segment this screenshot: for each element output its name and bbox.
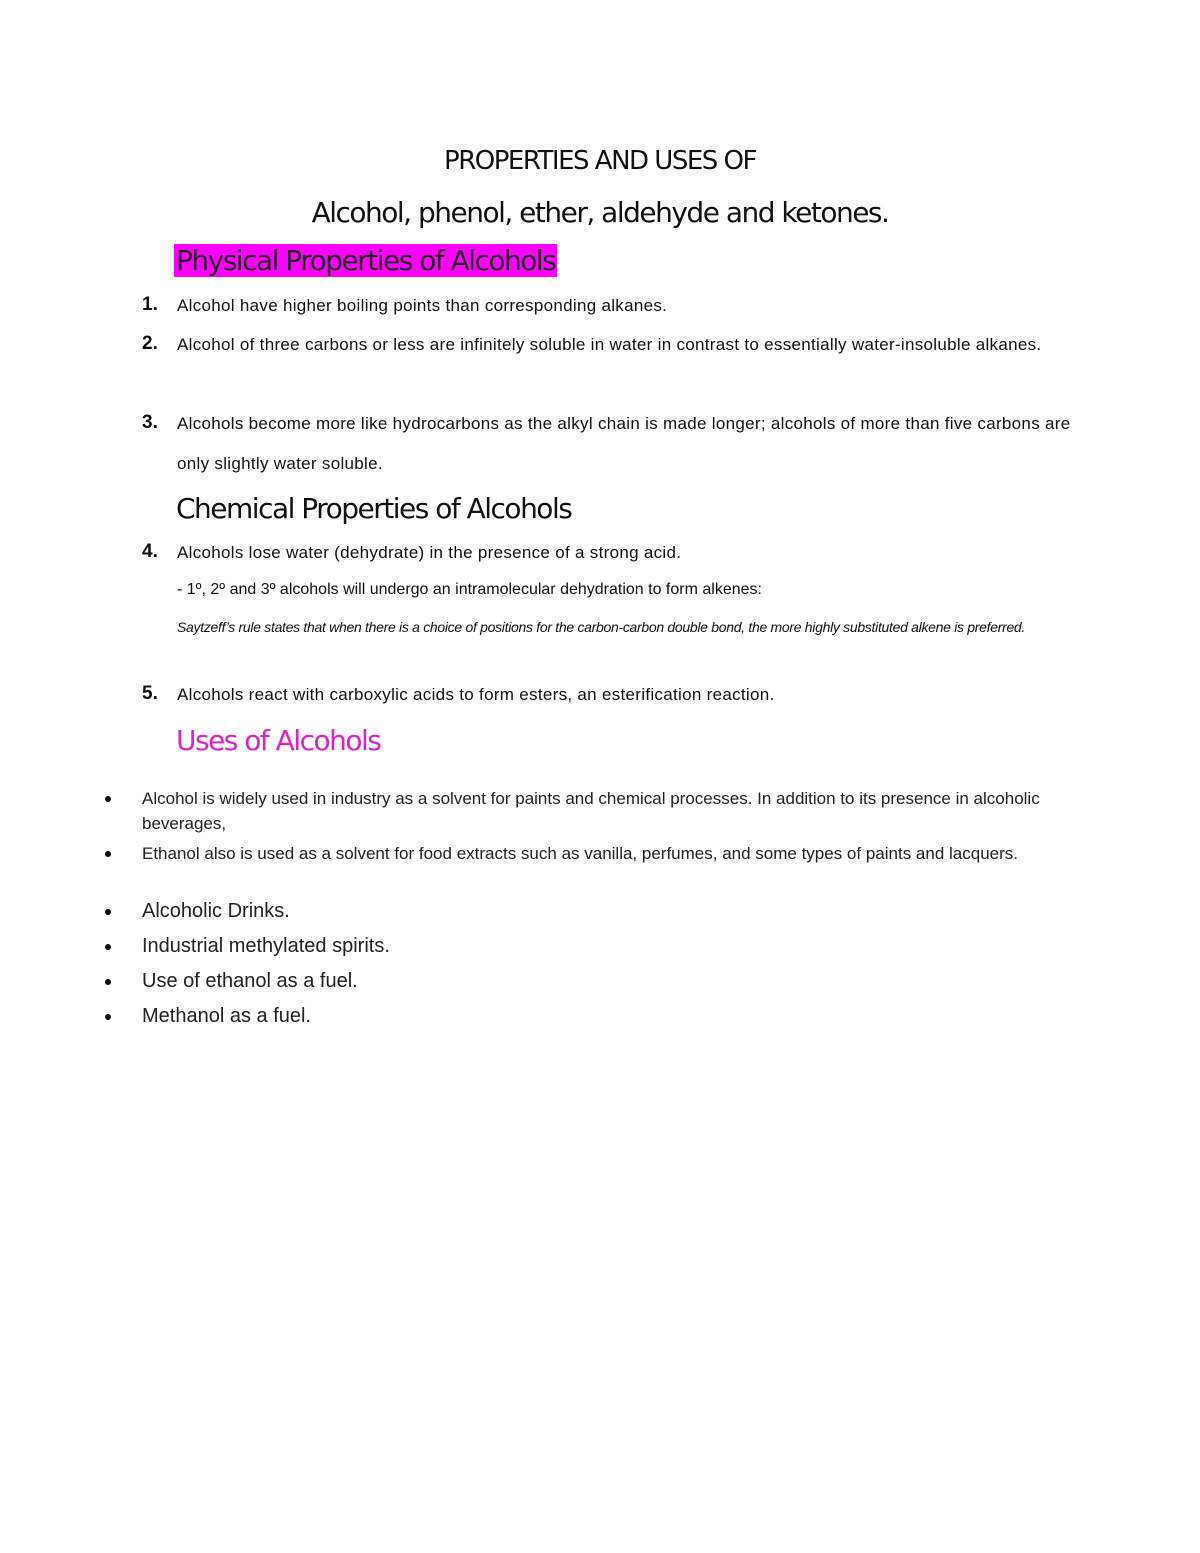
bullet-icon <box>105 944 111 950</box>
chemical-properties-heading: Chemical Properties of Alcohols <box>176 492 572 525</box>
dehydration-note: - 1º, 2º and 3º alcohols will undergo an intramolecular dehydration to form alkenes: <box>177 581 762 598</box>
document-title: PROPERTIES AND USES OF <box>444 146 756 176</box>
bullet-text: Alcoholic Drinks. <box>142 900 290 922</box>
bullet-icon <box>105 796 111 802</box>
list-number: 3. <box>142 412 158 433</box>
physical-properties-heading: Physical Properties of Alcohols <box>176 244 556 277</box>
bullet-icon <box>105 1014 111 1020</box>
list-number: 5. <box>142 683 158 704</box>
list-item-text: Alcohols react with carboxylic acids to form esters, an esterification reaction. <box>177 685 775 704</box>
list-item-text: Alcohols lose water (dehydrate) in the presence of a strong acid. <box>177 543 682 562</box>
bullet-text: Use of ethanol as a fuel. <box>142 970 358 992</box>
bullet-text: Methanol as a fuel. <box>142 1005 311 1027</box>
bullet-icon <box>105 909 111 915</box>
list-item-text: Alcohol have higher boiling points than corresponding alkanes. <box>177 296 668 315</box>
bullet-text: Ethanol also is used as a solvent for food extracts such as vanilla, perfumes, and some types of paints and lacquers. <box>142 844 1018 863</box>
bullet-icon <box>105 851 111 857</box>
bullet-text: Industrial methylated spirits. <box>142 935 390 957</box>
list-item-text: Alcohols become more like hydrocarbons as the alkyl chain is made longer; alcohols of more than five carbons are only slightly water soluble. <box>177 414 1071 473</box>
bullet-text: Alcohol is widely used in industry as a solvent for paints and chemical processes. In addition to its presence in alcoholic beverages, <box>142 789 1040 833</box>
uses-heading: Uses of Alcohols <box>176 724 381 757</box>
document-subtitle: Alcohol, phenol, ether, aldehyde and ketones. <box>311 196 889 229</box>
list-number: 2. <box>142 333 158 354</box>
list-item-text: Alcohol of three carbons or less are infinitely soluble in water in contrast to essentially water-insoluble alkanes. <box>177 335 1042 354</box>
list-number: 4. <box>142 541 158 562</box>
bullet-icon <box>105 979 111 985</box>
saytzeff-rule-note: Saytzeff’s rule states that when there is a choice of positions for the carbon-carbon double bond, the more highly substituted alkene is preferred. <box>177 619 1026 635</box>
list-number: 1. <box>142 294 158 315</box>
